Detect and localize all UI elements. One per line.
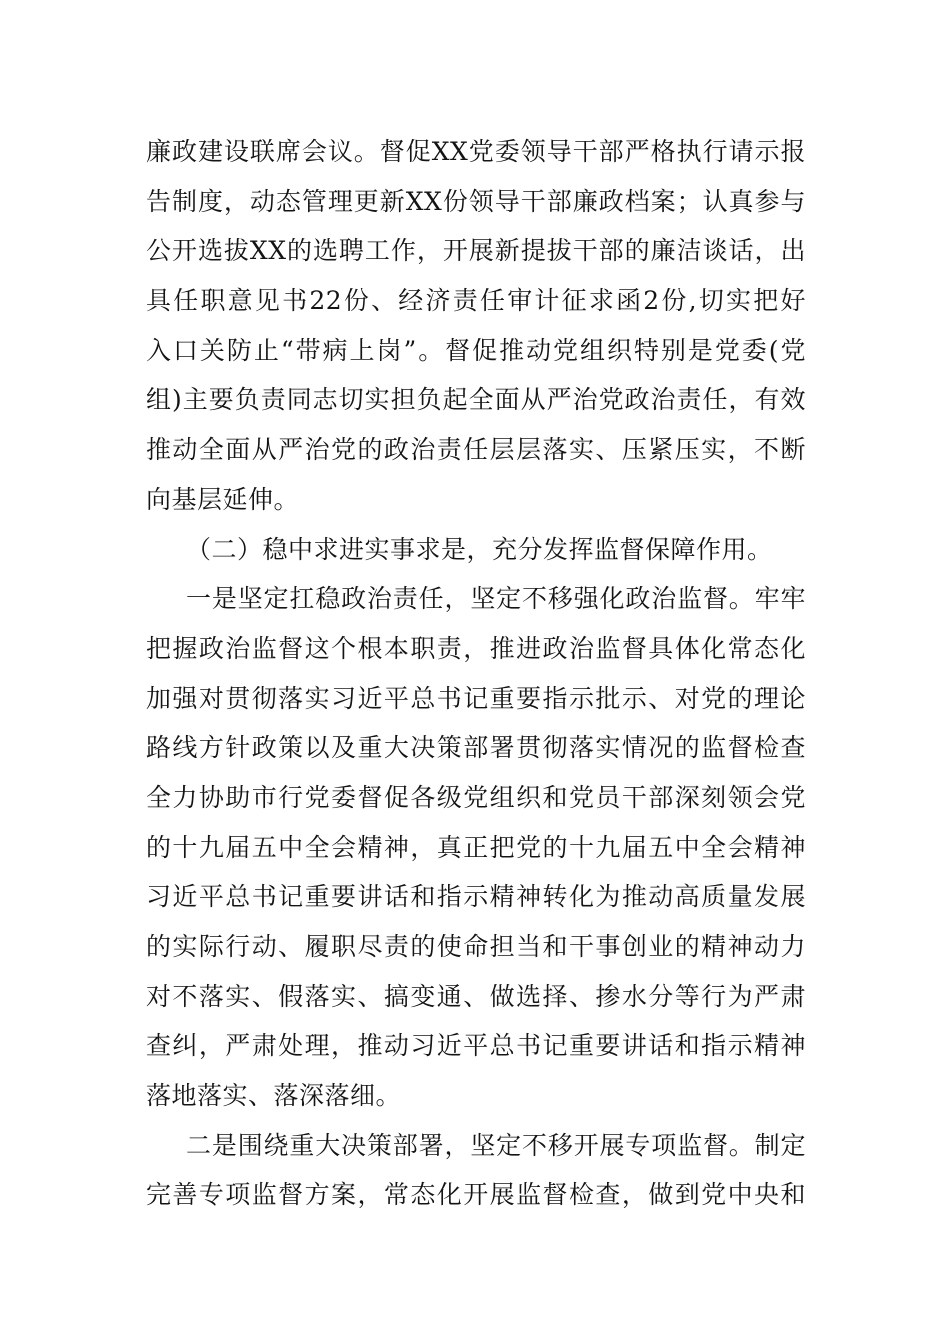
text-line-20: 落地落实、落深落细。: [146, 1081, 402, 1110]
text-line-15: 的十九届五中全会精神，真正把党的十九届五中全会精神: [146, 833, 806, 862]
text-line-6: 组)主要负责同志切实担负起全面从严治党政治责任，有效: [146, 385, 806, 414]
text-line-18: 对不落实、假落实、搞变通、做选择、掺水分等行为严肃: [146, 982, 806, 1011]
text-line-4: 具任职意见书22份、经济责任审计征求函2份,切实把好: [146, 286, 806, 315]
text-line-16: 习近平总书记重要讲话和指示精神转化为推动高质量发展: [146, 882, 806, 911]
text-line-3: 公开选拔XX的选聘工作，开展新提拔干部的廉洁谈话，出: [146, 236, 806, 265]
text-line-2: 告制度，动态管理更新XX份领导干部廉政档案；认真参与: [146, 187, 806, 216]
text-line-12: 加强对贯彻落实习近平总书记重要指示批示、对党的理论: [146, 684, 806, 713]
text-line-1: 廉政建设联席会议。督促XX党委领导干部严格执行请示报: [146, 137, 806, 166]
text-line-17: 的实际行动、履职尽责的使命担当和干事创业的精神动力: [146, 932, 806, 961]
text-line-5: 入口关防止“带病上岗”。督促推动党组织特别是党委(党: [146, 336, 806, 365]
section-heading: （二）稳中求进实事求是，充分发挥监督保障作用。: [186, 535, 773, 564]
text-line-7: 推动全面从严治党的政治责任层层落实、压紧压实，不断: [146, 435, 806, 464]
text-line-21: 二是围绕重大决策部署，坚定不移开展专项监督。制定: [186, 1131, 806, 1160]
text-line-10: 一是坚定扛稳政治责任，坚定不移强化政治监督。牢牢: [186, 584, 806, 613]
text-line-14: 全力协助市行党委督促各级党组织和党员干部深刻领会党: [146, 783, 806, 812]
text-line-13: 路线方针政策以及重大决策部署贯彻落实情况的监督检查: [146, 733, 806, 762]
text-line-19: 查纠，严肃处理，推动习近平总书记重要讲话和指示精神: [146, 1031, 806, 1060]
text-line-11: 把握政治监督这个根本职责，推进政治监督具体化常态化: [146, 634, 806, 663]
text-line-8: 向基层延伸。: [146, 485, 300, 514]
text-line-22: 完善专项监督方案，常态化开展监督检查，做到党中央和: [146, 1180, 806, 1209]
